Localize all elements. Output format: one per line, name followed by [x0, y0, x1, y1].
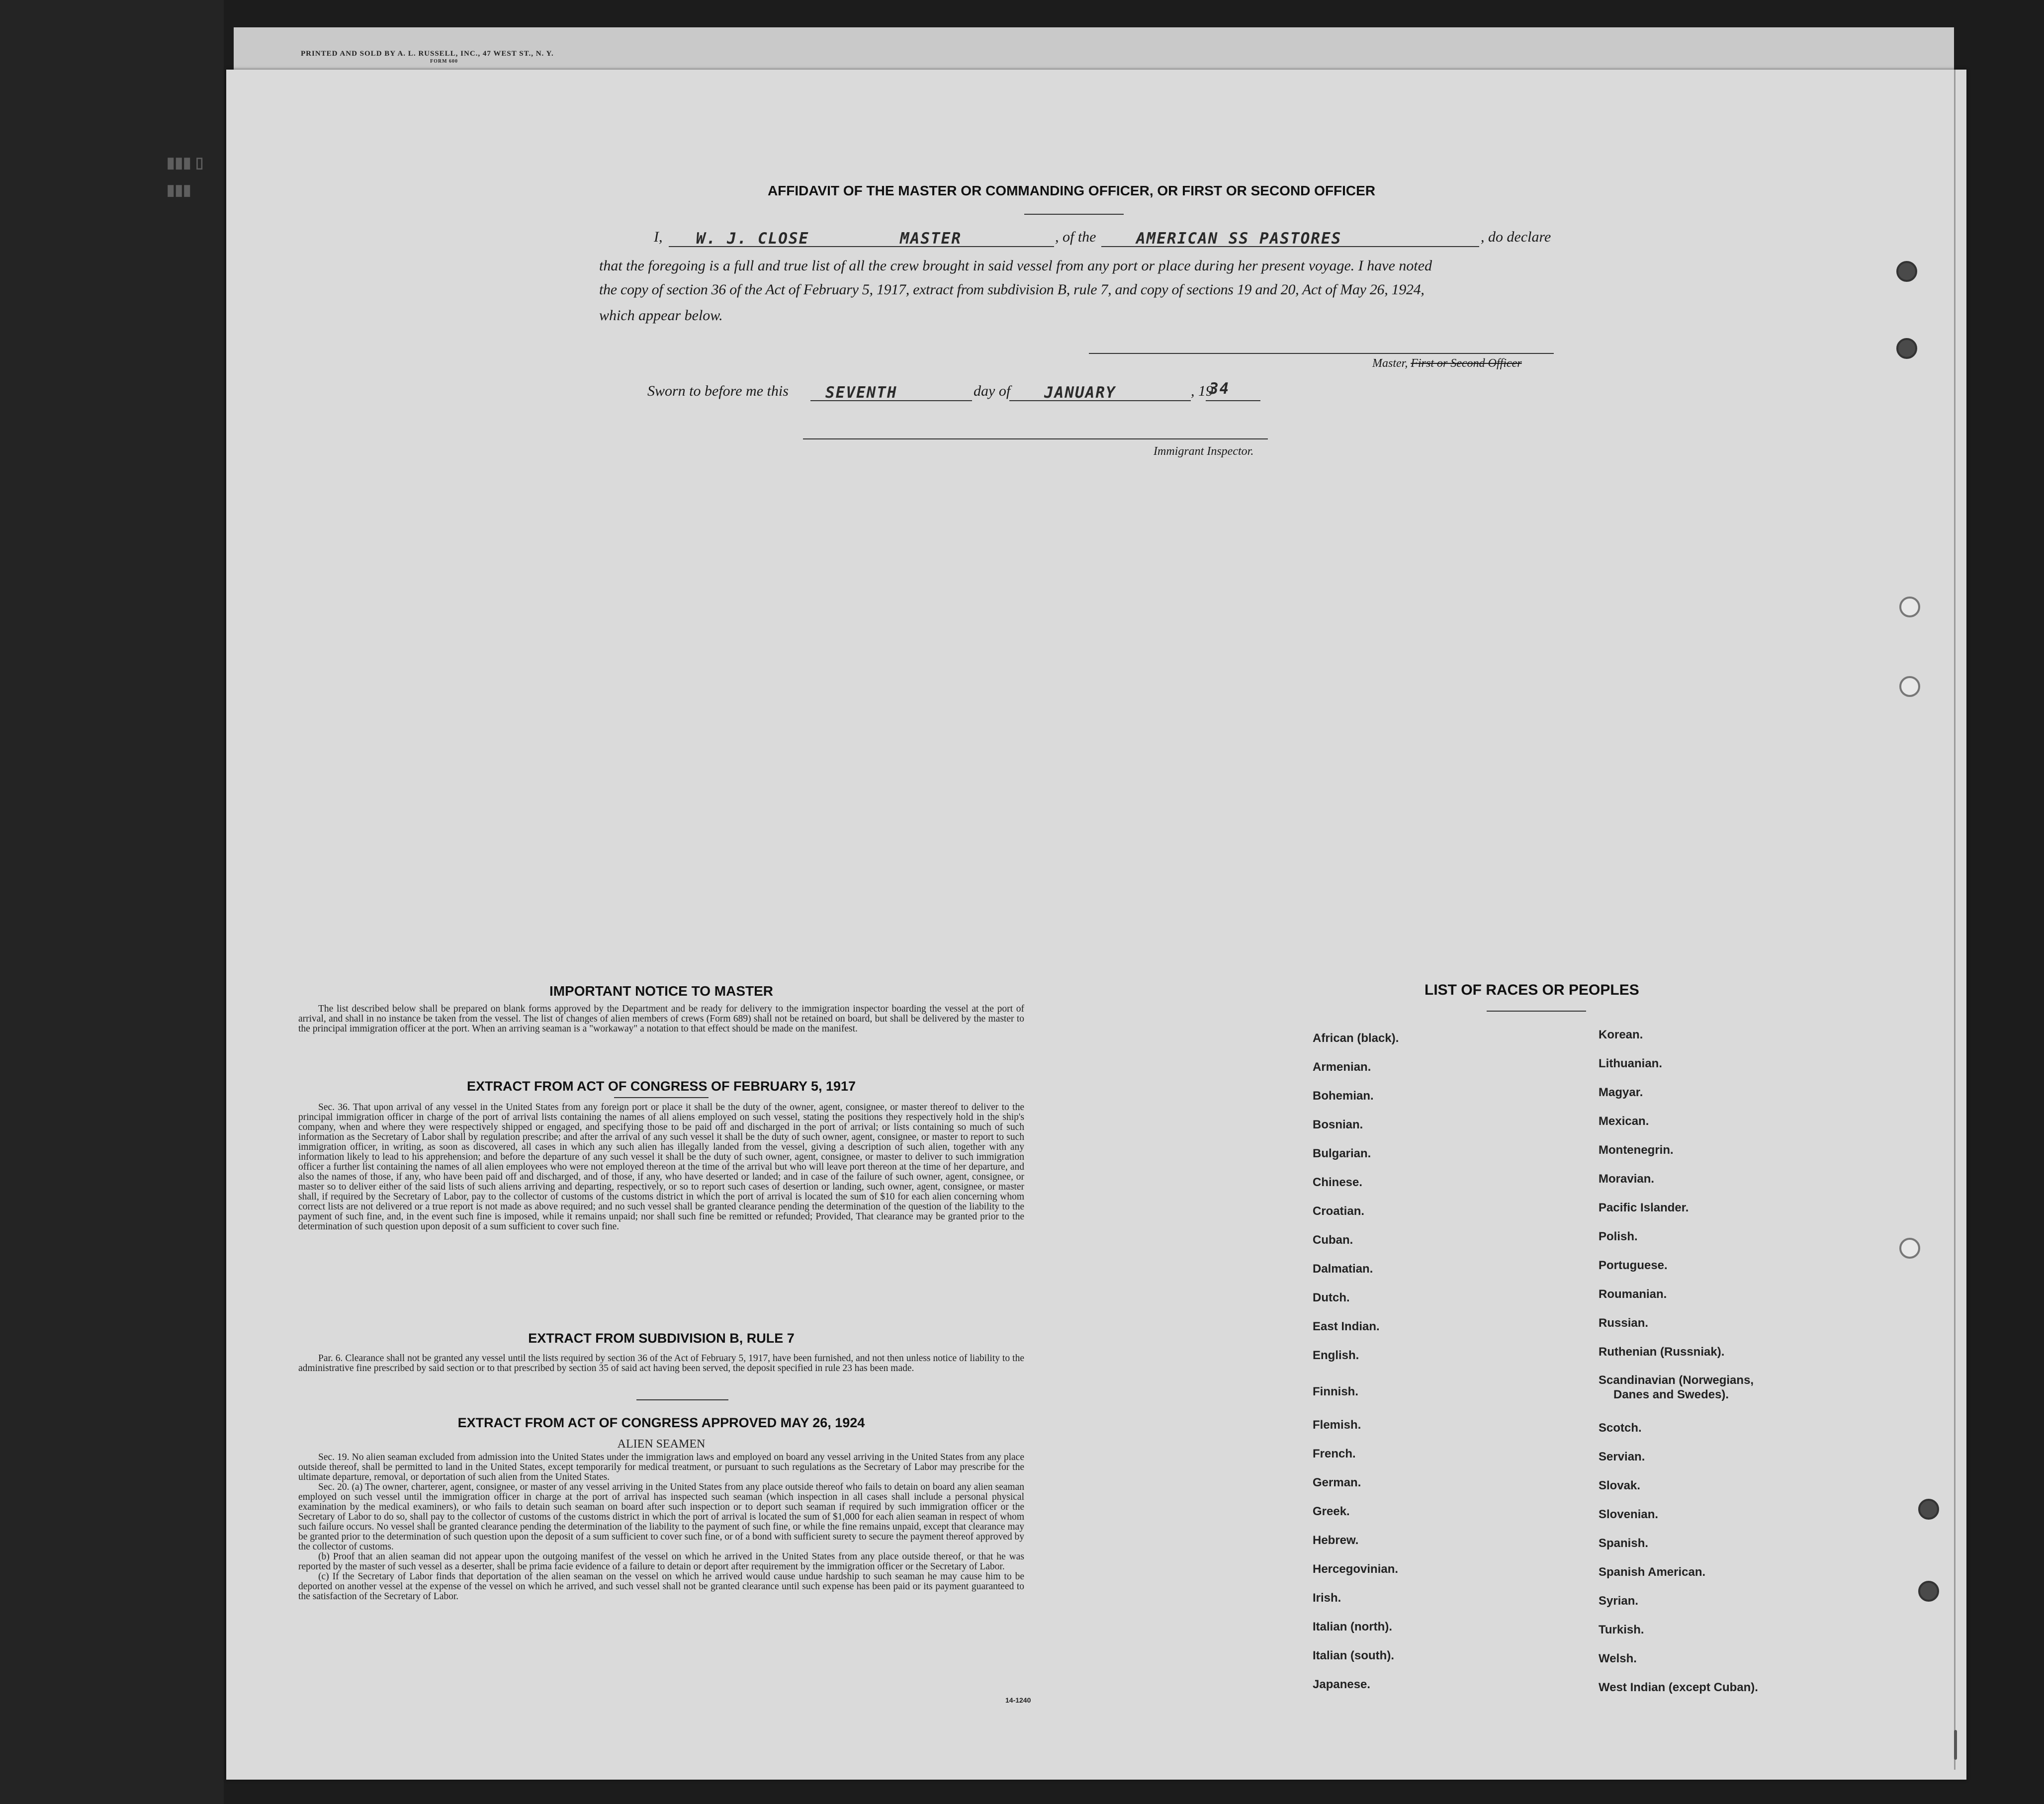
name-fill-line	[669, 246, 1054, 247]
affidavit-title: AFFIDAVIT OF THE MASTER OR COMMANDING OFFICER, OR FIRST OR SECOND OFFICER	[767, 183, 1376, 198]
race-item: Servian.	[1599, 1450, 1645, 1463]
race-item: Spanish American.	[1599, 1565, 1706, 1579]
extract-1917-title: EXTRACT FROM ACT OF CONGRESS OF FEBRUARY 5, 1917	[466, 1079, 856, 1094]
binder-hole-5	[1899, 1238, 1920, 1259]
race-item: Flemish.	[1313, 1418, 1361, 1432]
race-item: Cuban.	[1313, 1233, 1353, 1247]
race-item: Hercegovinian.	[1313, 1562, 1399, 1576]
inspector-label: Immigrant Inspector.	[1154, 445, 1254, 458]
race-item: Italian (north).	[1313, 1620, 1392, 1633]
sec19-paragraph: Sec. 19. No alien seaman excluded from admission into the United States under the immigration laws and employed on board any vessel arriving in the United States from any place outside thereof, shall be permitted to land in the United States, except temporarily for medical treatment, or pursuant to such regulations as the Secretary of Labor may prescribe for the ultimate departure, removal, or deportation of such alien from the United States.	[298, 1452, 1024, 1482]
race-item: Russian.	[1599, 1316, 1649, 1330]
sworn-day: SEVENTH	[825, 384, 897, 402]
race-item: Polish.	[1599, 1230, 1638, 1243]
underlying-page-fragment: ▮▮▮ ▯	[167, 155, 204, 171]
sec20c-paragraph: (c) If the Secretary of Labor finds that deportation of the alien seaman on the vessel on which he arrived would cause undue hardship to such seaman he may cause him to be deported on another vessel at the expense of the vessel on which he arrived, and such vessel shall not be granted clearance until such expense has been paid or its payment guaranteed to the satisfaction of the Secretary of Labor.	[298, 1571, 1024, 1602]
subdivision-b-text	[298, 1354, 1024, 1374]
race-item: Finnish.	[1313, 1385, 1358, 1398]
affidavit-line-2: that the foregoing is a full and true list of all the crew brought in said vessel from any port or place during her present voyage. I have noted	[599, 258, 1432, 274]
affidavit-title-rule	[1024, 214, 1124, 215]
race-item: Dalmatian.	[1313, 1262, 1373, 1276]
race-item: Moravian.	[1599, 1172, 1655, 1186]
sworn-year: 34	[1209, 380, 1230, 398]
sworn-prefix: Sworn to before me this	[647, 383, 789, 399]
subdivision-b-title: EXTRACT FROM SUBDIVISION B, RULE 7	[528, 1331, 795, 1346]
race-item: Roumanian.	[1599, 1288, 1667, 1301]
underlying-page-fragment-2: ▮▮▮	[167, 182, 191, 198]
struck-officer-text: First or Second Officer	[1411, 357, 1522, 370]
scan-mark	[1954, 1730, 1957, 1760]
race-item: Bosnian.	[1313, 1118, 1363, 1131]
sworn-year-fill-line	[1206, 400, 1260, 401]
sworn-month-fill-line	[1009, 400, 1191, 401]
binder-hole-7	[1918, 1581, 1939, 1602]
race-item: Mexican.	[1599, 1115, 1649, 1128]
extract-1917-text	[298, 1103, 1024, 1232]
race-item: Dutch.	[1313, 1291, 1350, 1304]
subdivision-b-rule	[636, 1399, 728, 1400]
race-item: Danes and Swedes).	[1613, 1388, 1729, 1401]
master-signature-label: Master, First or Second Officer	[1372, 357, 1522, 370]
affidavit-line-3: the copy of section 36 of the Act of February 5, 1917, extract from subdivision B, rule 7, and copy of sections 19 and 20, Act of May 26, 1924,	[599, 281, 1424, 298]
form-code: 14-1240	[1005, 1696, 1031, 1704]
extract-1917-rule	[614, 1097, 709, 1098]
race-item: Hebrew.	[1313, 1534, 1359, 1547]
race-item: Irish.	[1313, 1591, 1341, 1605]
binder-hole-4	[1899, 676, 1920, 697]
race-item: Bohemian.	[1313, 1089, 1374, 1103]
affidavit-of-the: , of the	[1055, 229, 1096, 245]
sworn-line	[0, 380, 2044, 403]
notice-paragraph: The list described below shall be prepared on blank forms approved by the Department and be ready for delivery to the immigration inspector boarding the vessel at the port of arrival, and shall in no instance be taken from the vessel. The list of changes of alien members of crews (Form 689) shall not be retained on board, but shall be delivered by the master to the principal immigration officer at the port. When an arriving seaman is a "workaway" a notation to that effect should be made on the manifest.	[298, 1004, 1024, 1034]
race-item: Greek.	[1313, 1505, 1350, 1518]
form-number: FORM 600	[430, 59, 458, 64]
binder-hole-6	[1918, 1499, 1939, 1520]
race-item: Spanish.	[1599, 1537, 1649, 1550]
race-item: Bulgarian.	[1313, 1147, 1371, 1160]
race-item: English.	[1313, 1349, 1359, 1362]
sworn-year-prefix: , 19	[1191, 383, 1213, 399]
inspector-signature-line	[803, 438, 1268, 439]
race-item: West Indian (except Cuban).	[1599, 1681, 1758, 1694]
sworn-day-of: day of	[974, 383, 1011, 399]
race-item: Italian (south).	[1313, 1649, 1394, 1662]
race-item: Korean.	[1599, 1028, 1643, 1041]
affidavit-line-1	[0, 229, 2044, 249]
race-item: Pacific Islander.	[1599, 1201, 1689, 1214]
page-edge-right	[1954, 70, 1955, 1770]
race-item: Welsh.	[1599, 1652, 1637, 1665]
sec36-paragraph: Sec. 36. That upon arrival of any vessel in the United States from any foreign port or place it shall be the duty of the owner, agent, consignee, or master thereof to deliver to the principal immigration officer in charge of the port of arrival lists containing the names of all aliens employed on such vessel, stating the positions they respectively hold in the ship's company, when and where they were respectively shipped or engaged, and specifying those to be paid off and discharged in the port of arrival; or lists containing so much of such information as the Secretary of Labor shall by regulation prescribe; and after the arrival of any such vessel it shall be the duty of such owner, agent, consignee, or master to report to such immigration officer, in writing, as soon as discovered, all cases in which any such alien has illegally landed from the vessel, giving a description of such alien, together with any information likely to lead to his apprehension; and before the departure of any such vessel it shall be the duty of such owner, agent, consignee, or master to deliver to such immigration officer a further list containing the names of all alien employees who were not employed thereon at the time of the arrival but who will leave port thereon at the time of her departure, and also the names of those, if any, who have been paid off and discharged, and of those, if any, who have deserted or landed; and in case of the failure of such owner, agent, consignee, or master so to deliver either of the said lists of such aliens arriving and departing, respectively, or so to report such cases of desertion or landing, such owner, agent, consignee, or master shall, if required by the Secretary of Labor, pay to the collector of customs of the customs district in which the port of arrival is located the sum of $10 for each alien concerning whom correct lists are not delivered or a true report is not made as above required; and no such vessel shall be granted clearance pending the determination of the question of the liability to the payment of such fine, and, in the event such fine is imposed, while it remains unpaid; nor shall such fine be remitted or refunded; Provided, That clearance may be granted prior to the determination of such question upon deposit of a sum sufficient to cover such fine.	[298, 1102, 1024, 1232]
race-item: Croatian.	[1313, 1204, 1365, 1218]
affidavit-do-declare: , do declare	[1481, 229, 1551, 245]
race-item: Portuguese.	[1599, 1259, 1668, 1272]
race-item: African (black).	[1313, 1031, 1399, 1045]
master-name: W. J. CLOSE	[696, 230, 809, 248]
sec20a-paragraph: Sec. 20. (a) The owner, charterer, agent, consignee, or master of any vessel arriving in the United States from any place outside thereof who fails to detain on board any alien seaman employed on such vessel until the immigration officer in charge at the port of arrival has inspected such seaman (which inspection in all cases shall include a personal physical examination by the medical examiners), or who fails to detain such seaman on board after such inspection or to deport such seaman if required by such immigration officer or the Secretary of Labor to do so, shall pay to the collector of customs of the customs district in which the port of arrival is located the sum of $1,000 for each alien seaman in respect of whom such failure occurs. No vessel shall be granted clearance pending the determination of the liability to the payment of such fine, or while the fine remains unpaid, except that clearance may be granted prior to the determination of such question upon the deposit of a sum sufficient to cover such fine, or of a bond with sufficient surety to secure the payment thereof approved by the collector of customs.	[298, 1482, 1024, 1552]
race-item: Scotch.	[1599, 1421, 1642, 1435]
race-item: Scandinavian (Norwegians,	[1599, 1374, 1754, 1387]
vessel-name: AMERICAN SS PASTORES	[1136, 230, 1342, 248]
sworn-month: JANUARY	[1044, 384, 1116, 402]
race-item: Armenian.	[1313, 1060, 1371, 1074]
affidavit-i: I,	[654, 229, 663, 245]
race-item: Montenegrin.	[1599, 1143, 1674, 1157]
binder-hole-3	[1899, 597, 1920, 617]
race-item: Turkish.	[1599, 1623, 1644, 1636]
binder-hole-2	[1896, 338, 1917, 359]
race-item: French.	[1313, 1447, 1356, 1460]
race-item: Slovak.	[1599, 1479, 1641, 1492]
binder-hole-1	[1896, 261, 1917, 282]
extract-1924-text	[298, 1453, 1024, 1602]
notice-text	[298, 1004, 1024, 1034]
races-title: LIST OF RACES OR PEOPLES	[1424, 982, 1639, 998]
race-item: Syrian.	[1599, 1594, 1639, 1608]
sworn-day-fill-line	[810, 400, 972, 401]
race-item: Magyar.	[1599, 1086, 1643, 1099]
extract-1924-title: EXTRACT FROM ACT OF CONGRESS APPROVED MAY 26, 1924	[457, 1415, 865, 1430]
races-title-rule	[1487, 1011, 1586, 1012]
scanner-background-left	[0, 0, 224, 1804]
race-item: East Indian.	[1313, 1320, 1380, 1333]
notice-title: IMPORTANT NOTICE TO MASTER	[549, 983, 774, 999]
master-signature-line	[1089, 353, 1554, 354]
master-rank: MASTER	[900, 230, 962, 248]
race-item: German.	[1313, 1476, 1361, 1489]
race-item: Japanese.	[1313, 1678, 1371, 1691]
race-item: Ruthenian (Russniak).	[1599, 1345, 1725, 1359]
vessel-fill-line	[1101, 246, 1479, 247]
printer-imprint: PRINTED AND SOLD BY A. L. RUSSELL, INC., 47 WEST ST., N. Y. FORM 600	[301, 50, 554, 64]
sec20b-paragraph: (b) Proof that an alien seaman did not appear upon the outgoing manifest of the vessel on which he arrived in the United States from any place outside thereof, or that he was reported by the master of such vessel as a deserter, shall be prima facie evidence of a failure to detain or deport after requirement by the immigration officer or the Secretary of Labor.	[298, 1551, 1024, 1572]
alien-seamen-subtitle: ALIEN SEAMEN	[617, 1438, 706, 1451]
race-item: Lithuanian.	[1599, 1057, 1662, 1070]
par6-paragraph: Par. 6. Clearance shall not be granted any vessel until the lists required by section 36 of the Act of February 5, 1917, have been furnished, and not then unless notice of liability to the administrative fine prescribed by said section or to that prescribed by section 35 of said act having been served, the deposit specified in rule 23 has been made.	[298, 1353, 1024, 1374]
race-item: Chinese.	[1313, 1176, 1363, 1189]
race-item: Slovenian.	[1599, 1508, 1659, 1521]
affidavit-line-4: which appear below.	[599, 307, 723, 324]
